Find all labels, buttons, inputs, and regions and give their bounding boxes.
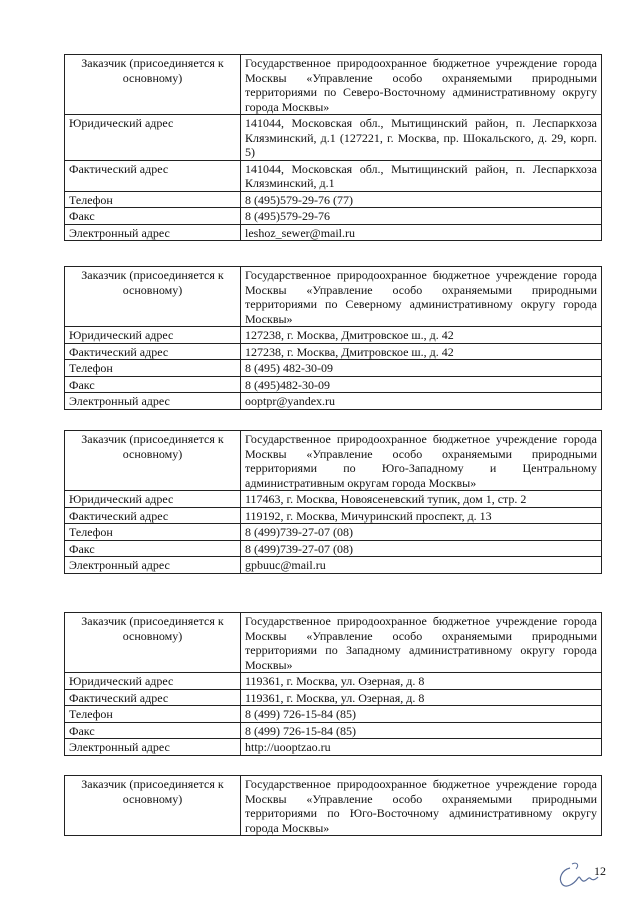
actual-address-label: Фактический адрес <box>65 343 241 360</box>
customer-name: Государственное природоохранное бюджетное учреждение города Москвы «Управление особо охраняемыми природными территориями по Западному административному округу города Москвы» <box>241 613 602 673</box>
legal-address-value: 127238, г. Москва, Дмитровское ш., д. 42 <box>241 327 602 344</box>
fax-value: 8 (495)579-29-76 <box>241 208 602 225</box>
email-value: gpbuuc@mail.ru <box>241 557 602 574</box>
actual-address-value: 127238, г. Москва, Дмитровское ш., д. 42 <box>241 343 602 360</box>
email-value: http://uooptzao.ru <box>241 739 602 756</box>
fax-label: Факс <box>65 376 241 393</box>
email-value: leshoz_sewer@mail.ru <box>241 224 602 241</box>
customer-label: Заказчик (присоединяется к основному) <box>65 431 241 491</box>
customer-name: Государственное природоохранное бюджетное учреждение города Москвы «Управление особо охраняемыми природными территориями по Юго-Восточному административному округу города Москвы» <box>241 776 602 836</box>
phone-label: Телефон <box>65 706 241 723</box>
customer-name: Государственное природоохранное бюджетное учреждение города Москвы «Управление особо охраняемыми природными территориями по Северо-Восточному административному округу города Москвы» <box>241 55 602 115</box>
email-label: Электронный адрес <box>65 739 241 756</box>
legal-address-value: 119361, г. Москва, ул. Озерная, д. 8 <box>241 673 602 690</box>
customer-label: Заказчик (присоединяется к основному) <box>65 613 241 673</box>
email-label: Электронный адрес <box>65 393 241 410</box>
customer-label: Заказчик (присоединяется к основному) <box>65 267 241 327</box>
page-number: 12 <box>594 864 606 878</box>
legal-address-label: Юридический адрес <box>65 673 241 690</box>
customer-block-2 <box>64 266 602 410</box>
fax-label: Факс <box>65 208 241 225</box>
legal-address-value: 141044, Московская обл., Мытищинский район, п. Леспаркхоза Клязминский, д.1 (127221, г. Москва, пр. Шокальского, д. 29, корп. 5) <box>241 115 602 161</box>
fax-value: 8 (495)482-30-09 <box>241 376 602 393</box>
phone-label: Телефон <box>65 360 241 377</box>
customer-name: Государственное природоохранное бюджетное учреждение города Москвы «Управление особо охраняемыми природными территориями по Северному административному округу города Москвы» <box>241 267 602 327</box>
customer-label: Заказчик (присоединяется к основному) <box>65 55 241 115</box>
customer-block-3 <box>64 430 602 574</box>
actual-address-label: Фактический адрес <box>65 689 241 706</box>
actual-address-value: 141044, Московская обл., Мытищинский район, п. Леспаркхоза Клязминский, д.1 <box>241 160 602 191</box>
phone-value: 8 (499)739-27-07 (08) <box>241 524 602 541</box>
customer-name: Государственное природоохранное бюджетное учреждение города Москвы «Управление особо охраняемыми природными территориями по Юго-Западному и Центральному административным округам города Москвы» <box>241 431 602 491</box>
phone-label: Телефон <box>65 191 241 208</box>
phone-value: 8 (499) 726-15-84 (85) <box>241 706 602 723</box>
actual-address-value: 119192, г. Москва, Мичуринский проспект, д. 13 <box>241 507 602 524</box>
customer-block-5 <box>64 775 602 836</box>
customer-label: Заказчик (присоединяется к основному) <box>65 776 241 836</box>
legal-address-value: 117463, г. Москва, Новоясеневский тупик, дом 1, стр. 2 <box>241 491 602 508</box>
actual-address-label: Фактический адрес <box>65 507 241 524</box>
phone-label: Телефон <box>65 524 241 541</box>
email-label: Электронный адрес <box>65 224 241 241</box>
actual-address-value: 119361, г. Москва, ул. Озерная, д. 8 <box>241 689 602 706</box>
phone-value: 8 (495)579-29-76 (77) <box>241 191 602 208</box>
phone-value: 8 (495) 482-30-09 <box>241 360 602 377</box>
email-label: Электронный адрес <box>65 557 241 574</box>
email-value: ooptpr@yandex.ru <box>241 393 602 410</box>
fax-label: Факс <box>65 540 241 557</box>
actual-address-label: Фактический адрес <box>65 160 241 191</box>
customer-block-4 <box>64 612 602 756</box>
legal-address-label: Юридический адрес <box>65 115 241 161</box>
fax-value: 8 (499) 726-15-84 (85) <box>241 722 602 739</box>
fax-label: Факс <box>65 722 241 739</box>
legal-address-label: Юридический адрес <box>65 327 241 344</box>
legal-address-label: Юридический адрес <box>65 491 241 508</box>
fax-value: 8 (499)739-27-07 (08) <box>241 540 602 557</box>
customer-block-1 <box>64 54 602 241</box>
